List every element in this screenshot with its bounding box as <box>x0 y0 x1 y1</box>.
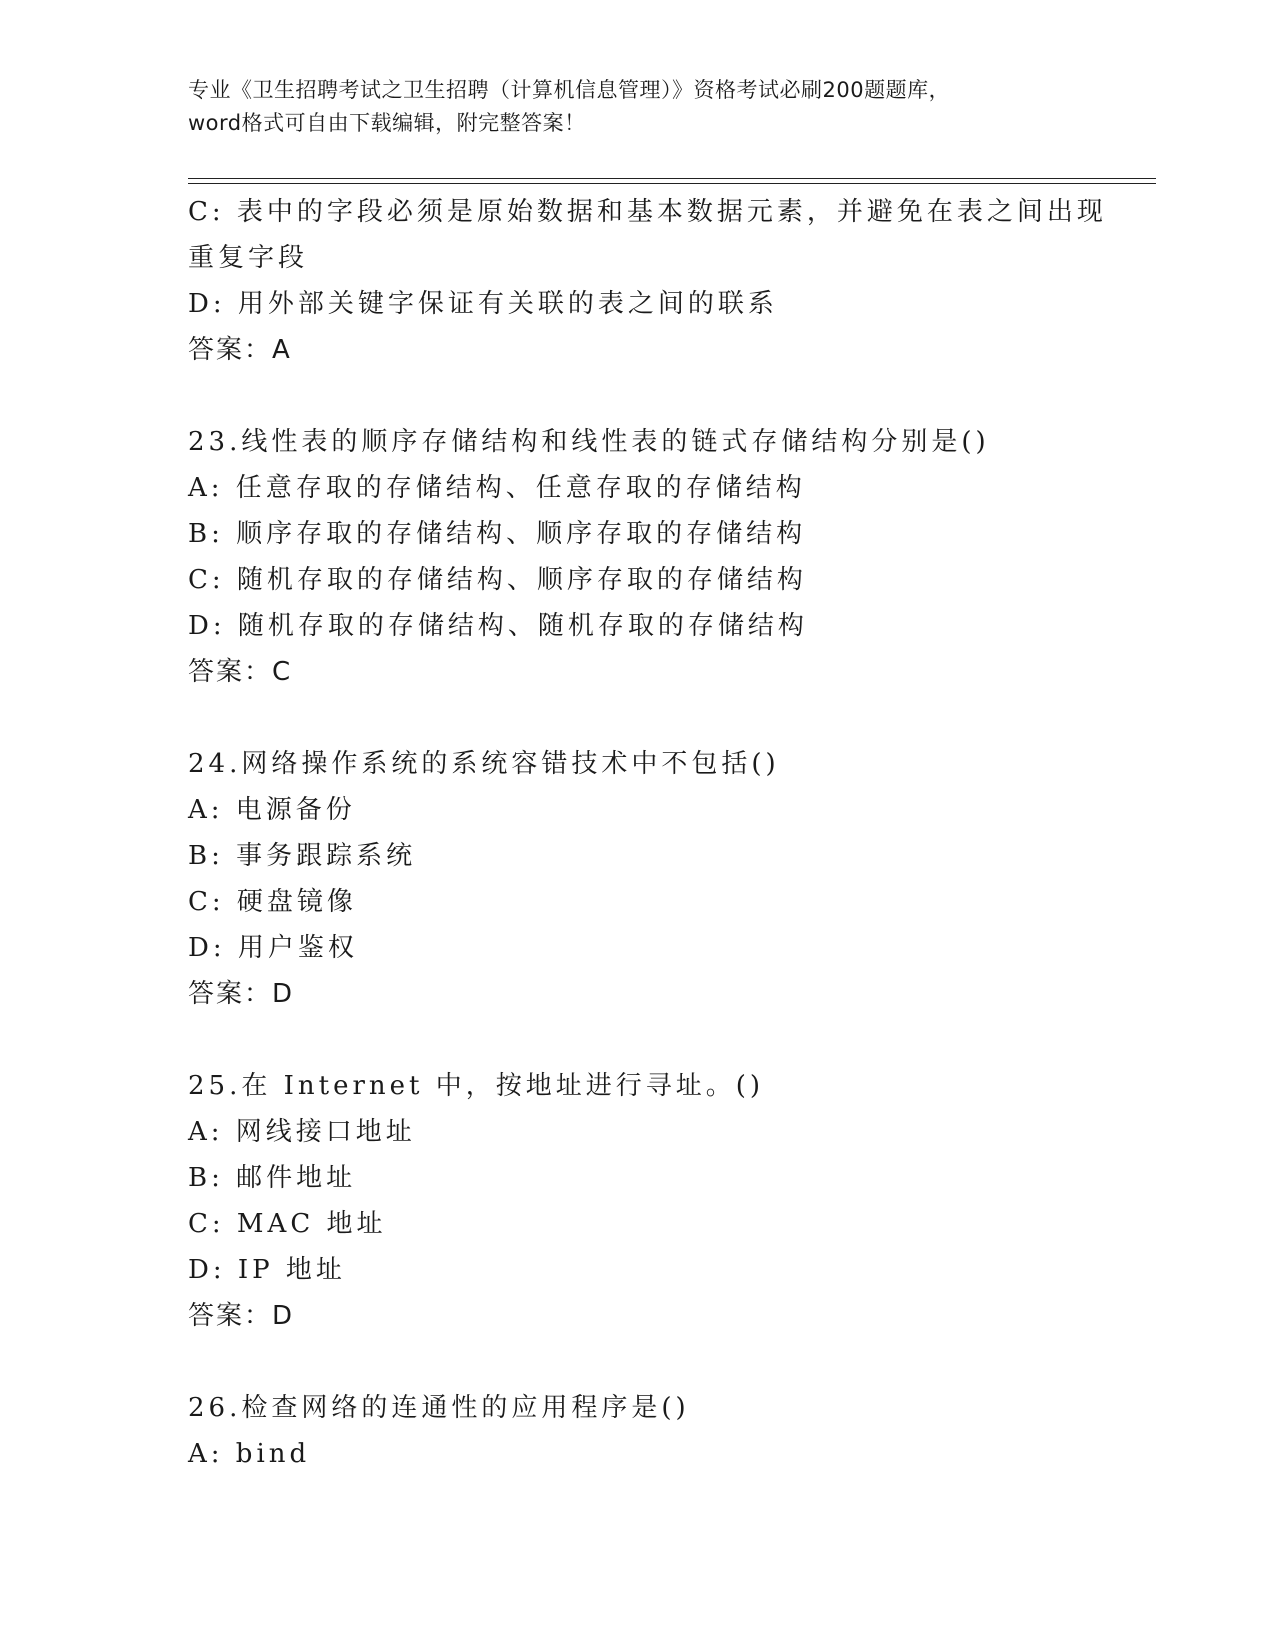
option-d: D: 随机存取的存储结构、随机存取的存储结构 <box>188 611 808 641</box>
option-b: B: 邮件地址 <box>188 1163 357 1193</box>
spacer <box>188 373 1148 419</box>
question-stem: 23.线性表的顺序存储结构和线性表的链式存储结构分别是() <box>188 427 990 457</box>
question-25 <box>188 1063 1148 1339</box>
option-d: D: 用外部关键字保证有关联的表之间的联系 <box>188 289 778 319</box>
option-a: A: bind <box>188 1439 311 1469</box>
option-c: C: MAC 地址 <box>188 1209 387 1239</box>
option-c: C: 随机存取的存储结构、顺序存取的存储结构 <box>188 565 807 595</box>
option-a: A: 电源备份 <box>188 795 356 825</box>
header-divider-bottom <box>188 183 1156 184</box>
answer: 答案：A <box>188 335 292 365</box>
option-d: D: 用户鉴权 <box>188 933 358 963</box>
document-header <box>188 74 1088 140</box>
option-d: D: IP 地址 <box>188 1255 346 1285</box>
question-23 <box>188 419 1148 695</box>
question-stem: 25.在 Internet 中，按地址进行寻址。() <box>188 1071 765 1101</box>
question-stem: 24.网络操作系统的系统容错技术中不包括() <box>188 749 780 779</box>
option-b: B: 顺序存取的存储结构、顺序存取的存储结构 <box>188 519 807 549</box>
option-c-line-1: C: 表中的字段必须是原始数据和基本数据元素，并避免在表之间出现 <box>188 197 1107 227</box>
option-a: A: 任意存取的存储结构、任意存取的存储结构 <box>188 473 806 503</box>
question-stem: 26.检查网络的连通性的应用程序是() <box>188 1393 690 1423</box>
spacer <box>188 695 1148 741</box>
option-c-line-2: 重复字段 <box>188 243 309 273</box>
document-body <box>188 189 1148 1477</box>
answer: 答案：D <box>188 1301 295 1331</box>
question-24 <box>188 741 1148 1017</box>
question-26 <box>188 1385 1148 1477</box>
header-title-line: 专业《卫生招聘考试之卫生招聘（计算机信息管理）》资格考试必刷200题题库， <box>188 78 951 102</box>
answer: 答案：C <box>188 657 293 687</box>
header-subtitle-line: word格式可自由下载编辑，附完整答案！ <box>188 111 586 135</box>
option-b: B: 事务跟踪系统 <box>188 841 417 871</box>
header-divider-top <box>188 178 1156 179</box>
spacer <box>188 1339 1148 1385</box>
spacer <box>188 1017 1148 1063</box>
answer: 答案：D <box>188 979 295 1009</box>
question-22-continued <box>188 189 1148 373</box>
option-a: A: 网线接口地址 <box>188 1117 416 1147</box>
option-c: C: 硬盘镜像 <box>188 887 357 917</box>
